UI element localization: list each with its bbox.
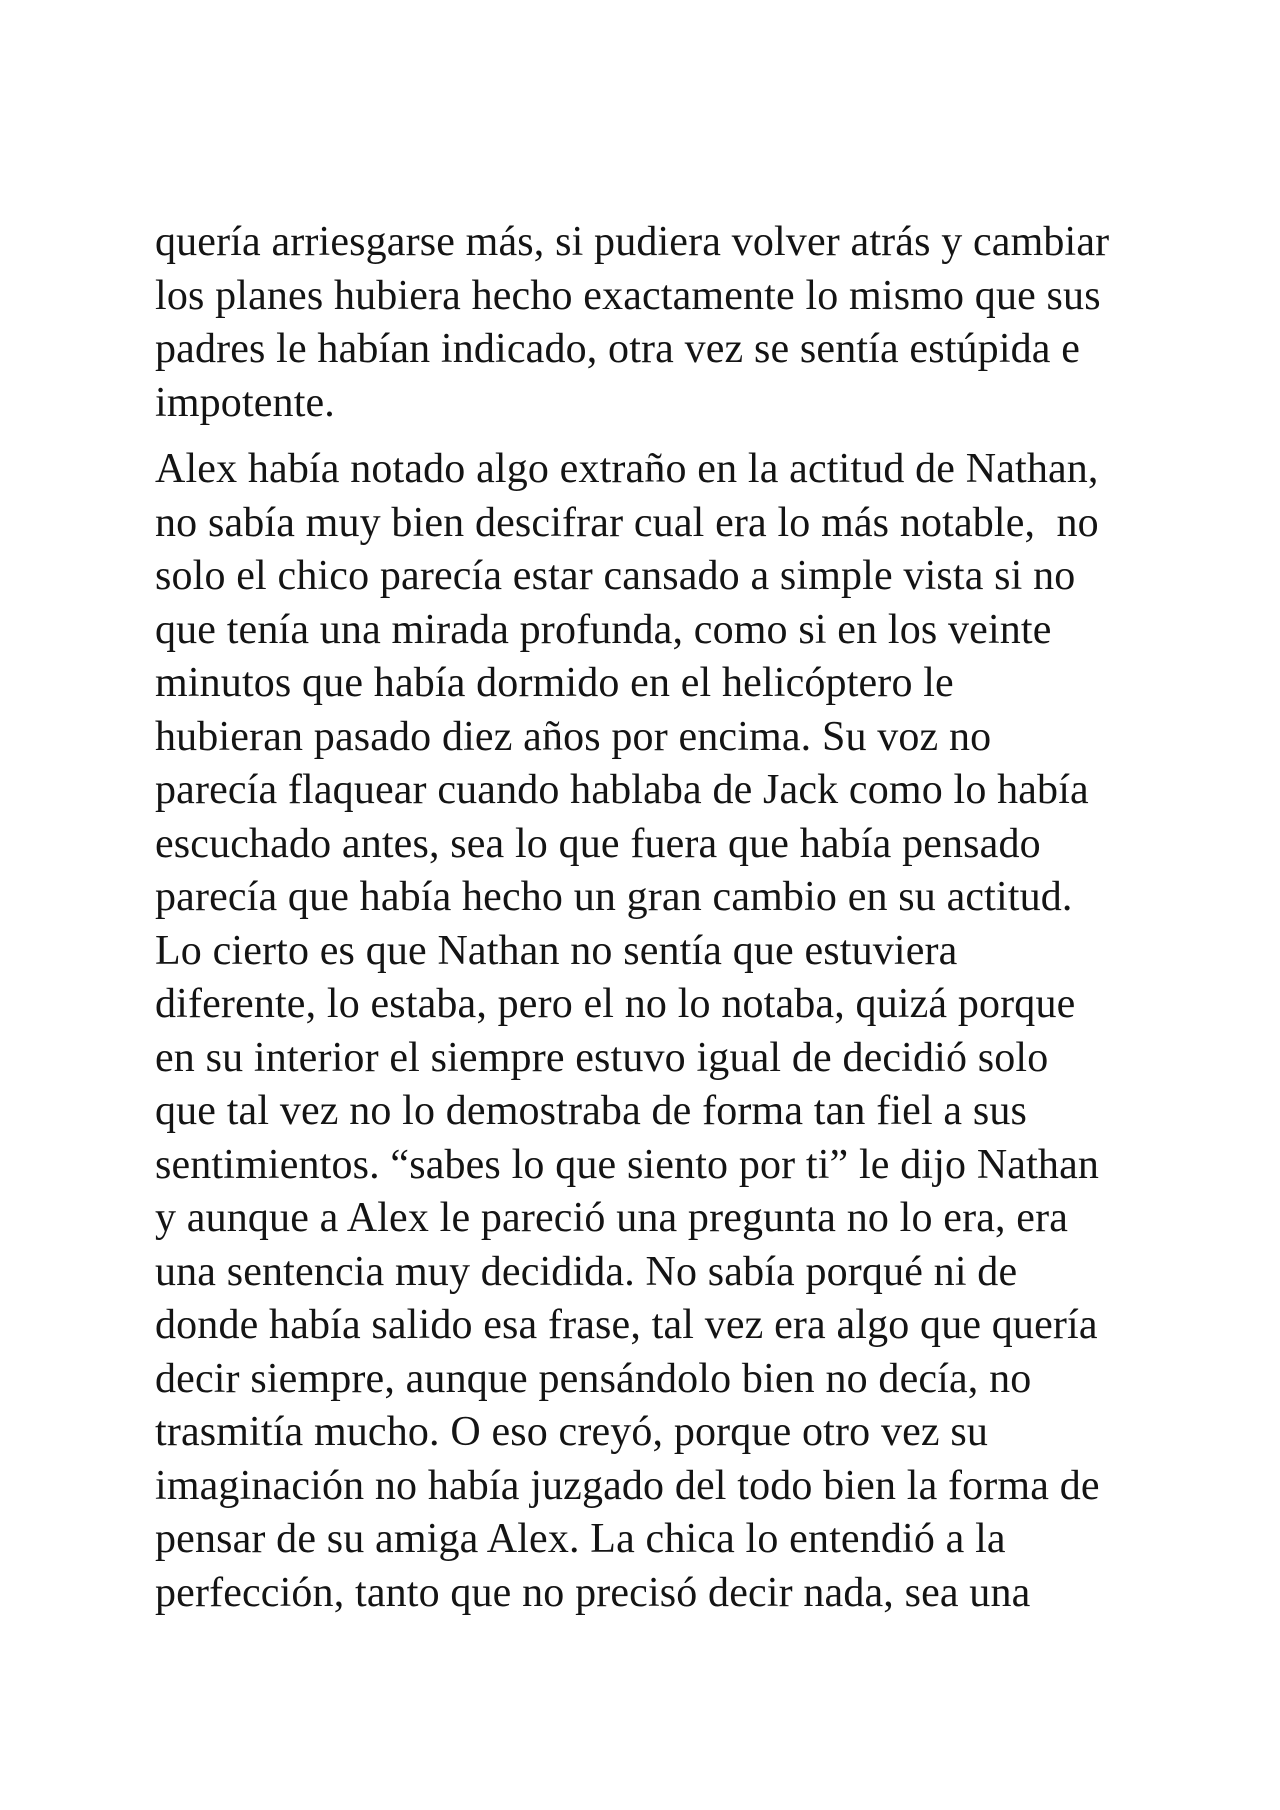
- text-line: en su interior el siempre estuvo igual de decidió solo: [155, 1034, 1049, 1081]
- text-line: Alex había notado algo extraño en la actitud de Nathan,: [155, 446, 1099, 492]
- paragraph-spacer: [155, 430, 1155, 443]
- text-line: imaginación no había juzgado del todo bien la forma de: [155, 1462, 1100, 1509]
- paragraph-2: [155, 443, 1155, 1620]
- text-line: una sentencia muy decidida. No sabía porqué ni de: [155, 1248, 1018, 1295]
- text-line: no sabía muy bien descifrar cual era lo más notable, no: [155, 499, 1099, 546]
- text-line: padres le habían indicado, otra vez se sentía estúpida e: [155, 326, 1081, 372]
- text-line: hubieran pasado diez años por encima. Su voz no: [155, 713, 992, 760]
- text-line: decir siempre, aunque pensándolo bien no decía, no: [155, 1355, 1032, 1402]
- text-line: solo el chico parecía estar cansado a simple vista si no: [155, 553, 1076, 599]
- document-page: [155, 216, 1155, 1620]
- text-line: y aunque a Alex le pareció una pregunta no lo era, era: [155, 1195, 1069, 1241]
- text-line: donde había salido esa frase, tal vez era algo que quería: [155, 1302, 1098, 1348]
- text-line: Lo cierto es que Nathan no sentía que estuviera: [155, 927, 958, 974]
- text-line: minutos que había dormido en el helicóptero le: [155, 660, 954, 706]
- text-line: parecía flaquear cuando hablaba de Jack como lo había: [155, 767, 1089, 813]
- text-line: escuchado antes, sea lo que fuera que había pensado: [155, 820, 1041, 867]
- text-line: los planes hubiera hecho exactamente lo mismo que sus: [155, 272, 1101, 319]
- text-line: pensar de su amiga Alex. La chica lo entendió a la: [155, 1516, 1006, 1562]
- text-line: quería arriesgarse más, si pudiera volver atrás y cambiar: [155, 219, 1110, 265]
- text-line: sentimientos. “sabes lo que siento por ti” le dijo Nathan: [155, 1141, 1100, 1188]
- text-line: perfección, tanto que no precisó decir nada, sea una: [155, 1569, 1031, 1616]
- text-line: impotente.: [155, 379, 335, 426]
- text-line: trasmitía mucho. O eso creyó, porque otro vez su: [155, 1409, 988, 1455]
- text-line: que tenía una mirada profunda, como si en los veinte: [155, 606, 1052, 653]
- paragraph-1: [155, 216, 1155, 430]
- text-line: parecía que había hecho un gran cambio en su actitud.: [155, 874, 1073, 920]
- text-line: que tal vez no lo demostraba de forma tan fiel a sus: [155, 1088, 1027, 1134]
- text-line: diferente, lo estaba, pero el no lo notaba, quizá porque: [155, 981, 1076, 1027]
